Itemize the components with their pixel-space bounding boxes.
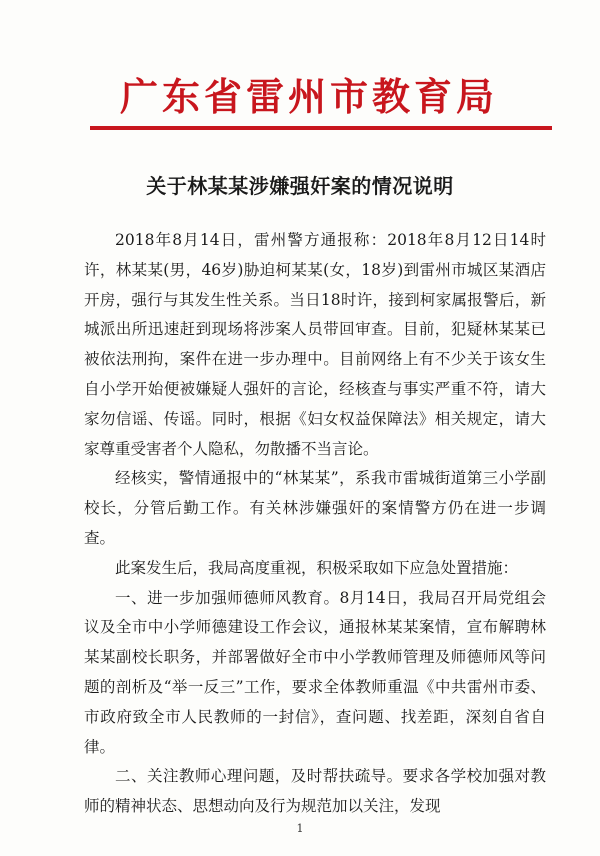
paragraph-measure-two: 二、关注教师心理问题，及时帮扶疏导。要求各学校加强对教师的精神状态、思想动向及行为规范加以关注，发现 (84, 767, 546, 816)
paragraph-police-report: 2018年8月14日，雷州警方通报称：2018年8月12日14时许，林某某(男，46岁)胁迫柯某某(女，18岁)到雷州市城区某酒店开房，强行与其发生性关系。当日18时许，接到柯家属报警后，新城派出所迅速赶到现场将涉案人员带回审查。目前，犯疑林某某已被依法刑拘，案件在进一步办理中。目前网络上有不少关于该女生自小学开始便被嫌疑人强奸的言论，经核查与事实严重不符，请大家勿信谣、传谣。同时，根据《妇女权益保障法》相关规定，请大家尊重受害者个人隐私，勿散播不当言论。 (84, 231, 546, 458)
document-body (84, 226, 546, 822)
document-title: 关于林某某涉嫌强奸案的情况说明 (146, 174, 454, 198)
page-number: 1 (296, 822, 304, 835)
paragraph-measure-one: 一、进一步加强师德师风教育。8月14日，我局召开局党组会议及全市中小学师德建设工作会议，通报林某某案情，宣布解聘林某某副校长职务，并部署做好全市中小学教师管理及师德师风等问题的剖析及“举一反三”工作，要求全体教师重温《中共雷州市委、市政府致全市人民教师的一封信》，查问题、找差距，深刻自省自律。 (84, 588, 546, 756)
paragraph-suspect-identity: 经核实，警情通报中的“林某某”，系我市雷城街道第三小学副校长，分管后勤工作。有关林涉嫌强奸的案情警方仍在进一步调查。 (84, 469, 546, 547)
paragraph-response-intro: 此案发生后，我局高度重视，积极采取如下应急处置措施： (115, 558, 519, 577)
letterhead-red-rule (90, 126, 552, 130)
letterhead-org-name: 广东省雷州市教育局 (120, 75, 499, 119)
